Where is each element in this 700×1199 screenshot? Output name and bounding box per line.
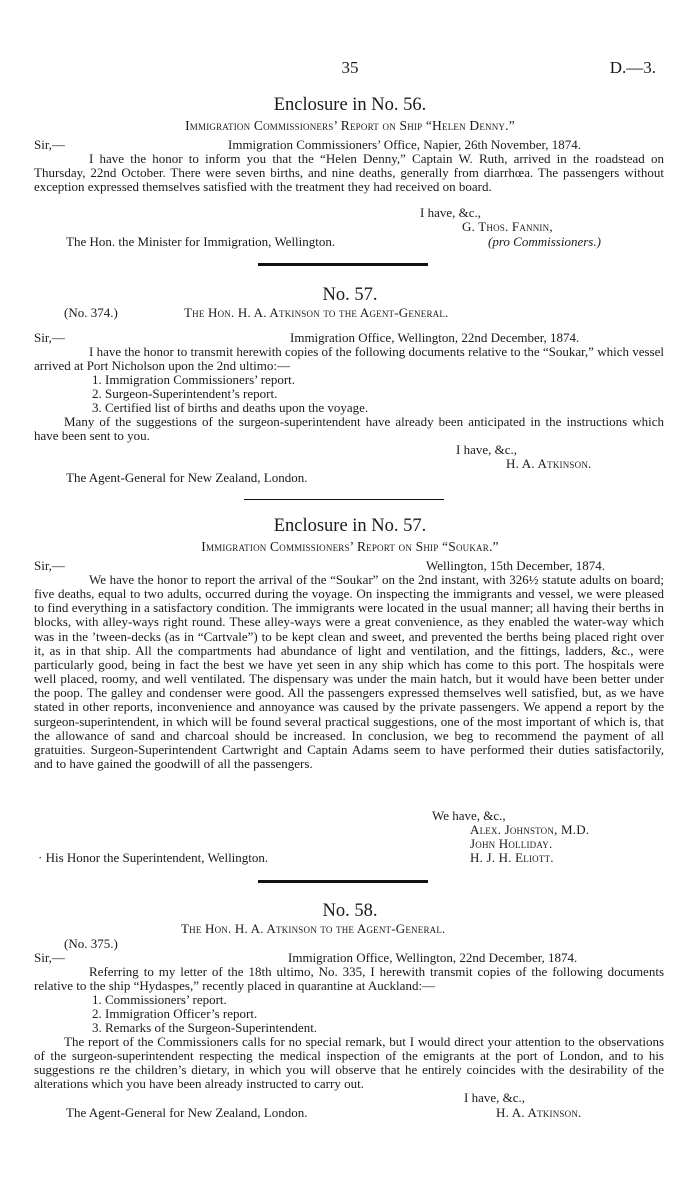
list-item: 1. Commissioners’ report. — [92, 992, 227, 1007]
list-item: 2. Surgeon-Superintendent’s report. — [92, 386, 278, 401]
no-57-signature: H. A. Atkinson. — [506, 456, 592, 471]
enclosure-57-signature-3: H. J. H. Eliott. — [470, 850, 554, 865]
enclosure-56-dateline: Immigration Commissioners’ Office, Napier, 26th November, 1874. — [228, 137, 582, 152]
no-58-closing: I have, &c., — [464, 1090, 526, 1105]
enclosure-57-subtitle: Immigration Commissioners’ Report on Ship “Soukar.” — [201, 539, 499, 554]
no-57-document-list — [92, 373, 368, 415]
enclosure-56-body: I have the honor to inform you that the “Helen Denny,” Captain W. Ruth, arrived in the roadstead on Thursday, 22nd October. There were seven births, and nine deaths, generally from diarrhœa. The passengers without exception expressed themselves satisfied with the treatment they had received on board. — [34, 151, 664, 195]
section-divider — [244, 499, 444, 500]
list-item: 3. Certified list of births and deaths upon the voyage. — [92, 400, 369, 415]
list-item: 2. Immigration Officer’s report. — [92, 1006, 258, 1021]
no-58-addressee: The Agent-General for New Zealand, London. — [66, 1105, 308, 1120]
no-57-dateline: Immigration Office, Wellington, 22nd December, 1874. — [290, 330, 580, 345]
no-57-title: No. 57. — [322, 285, 378, 305]
no-58-salutation: Sir,— — [34, 950, 65, 965]
no-57-heading: The Hon. H. A. Atkinson to the Agent-General. — [184, 305, 449, 320]
no-58-document-list — [92, 993, 317, 1035]
page-number: 35 — [341, 58, 359, 77]
enclosure-57-dateline: Wellington, 15th December, 1874. — [426, 558, 605, 573]
no-58-signature: H. A. Atkinson. — [496, 1105, 582, 1120]
enclosure-57-addressee: · His Honor the Superintendent, Wellington. — [38, 850, 269, 865]
enclosure-57-salutation: Sir,— — [34, 558, 65, 573]
no-57-body-2: Many of the suggestions of the surgeon-superintendent have already been anticipated in the instructions which have been sent to you. — [34, 414, 664, 444]
no-58-heading: The Hon. H. A. Atkinson to the Agent-General. — [181, 921, 446, 936]
enclosure-57-body: We have the honor to report the arrival of the “Soukar” on the 2nd instant, with 326½ statute adults on board; five deaths, equal to two adults, occurred during the voyage. On inspecting the immigrants and vessel, we were pleased to find everything in a satisfactory condition. The immigrants were located in the usual manner; all having their berths in blocks, with alley-ways right round. These alley-ways were a great convenience, as they enabled the water-way which was in the ’tween-decks (as in “Cartvale”) to be kept clean and sweet, and prevented the berths being placed right over it, as in that ship. All the compartments had abundance of light and ventilation, and the fittings, ladders, &c., were particularly good, being in fact the best we have yet seen in any ship which has come to this port. The hospitals were well placed, roomy, and well ventilated. The dispensary was under the main hatch, but it would have been better under the poop. The galley and condenser were good. All the passengers expressed themselves well satisfied, but, as we have stated in other reports, inconvenience and annoyance was caused by the private passengers. We append a report by the surgeon-superintendent, in which will be found several practical suggestions, one of the most important of which is, that the allowance of sand and charcoal should be increased. In conclusion, we beg to recommend the payment of all gratuities. Surgeon-Superintendent Cartwright and Captain Adams seem to have performed their duties satisfactorily, and to have gained the goodwill of all the passengers. — [34, 572, 664, 772]
no-57-addressee: The Agent-General for New Zealand, London. — [66, 470, 308, 485]
no-58-ref: (No. 375.) — [64, 936, 118, 951]
enclosure-56-signature: G. Thos. Fannin, — [462, 219, 553, 234]
no-58-title: No. 58. — [322, 901, 378, 921]
no-57-ref: (No. 374.) — [64, 305, 118, 320]
no-58-body: Referring to my letter of the 18th ultimo, No. 335, I herewith transmit copies of the following documents relative to the ship “Hydaspes,” recently placed in quarantine at Auckland:— — [34, 964, 664, 994]
no-57-body: I have the honor to transmit herewith copies of the following documents relative to the “Soukar,” which vessel arrived at Port Nicholson upon the 2nd ultimo:— — [34, 344, 664, 374]
list-item: 3. Remarks of the Surgeon-Superintendent. — [92, 1020, 318, 1035]
enclosure-56-subtitle: Immigration Commissioners’ Report on Ship “Helen Denny.” — [185, 118, 515, 133]
enclosure-56-signature-role: (pro Commissioners.) — [488, 234, 601, 249]
enclosure-57-title: Enclosure in No. 57. — [273, 516, 427, 536]
no-58-dateline: Immigration Office, Wellington, 22nd December, 1874. — [288, 950, 578, 965]
enclosure-57-closing: We have, &c., — [432, 808, 506, 823]
enclosure-56-salutation: Sir,— — [34, 137, 65, 152]
no-57-salutation: Sir,— — [34, 330, 65, 345]
no-57-closing: I have, &c., — [456, 442, 518, 457]
enclosure-57-signature-1: Alex. Johnston, M.D. — [470, 822, 590, 837]
list-item: 1. Immigration Commissioners’ report. — [92, 372, 296, 387]
enclosure-56-addressee: The Hon. the Minister for Immigration, Wellington. — [66, 234, 336, 249]
section-divider — [258, 880, 428, 883]
document-reference: D.—3. — [609, 58, 656, 77]
enclosure-57-signature-2: John Holliday. — [470, 836, 553, 851]
enclosure-56-title: Enclosure in No. 56. — [273, 95, 427, 115]
enclosure-56-closing: I have, &c., — [420, 205, 482, 220]
section-divider — [258, 263, 428, 266]
no-58-body-2: The report of the Commissioners calls for no special remark, but I would direct your attention to the observations of the surgeon-superintendent respecting the medical inspection of the emigrants at the port of London, and to his suggestions re the children’s dietary, in which you will observe that he entirely coincides with the desirability of the alterations which you have been already instructed to carry out. — [34, 1034, 664, 1092]
